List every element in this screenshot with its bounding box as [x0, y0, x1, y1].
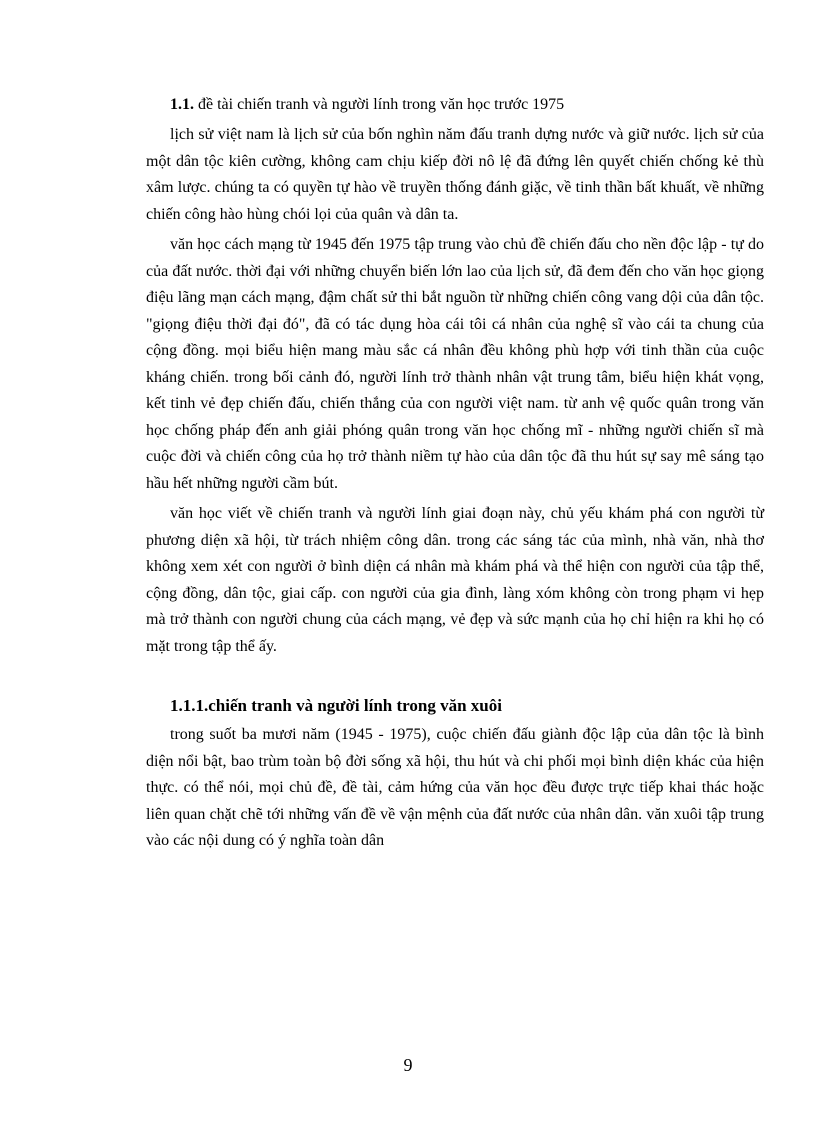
page-number: 9 [403, 1055, 413, 1075]
paragraph: văn học viết về chiến tranh và người lính giai đoạn này, chủ yếu khám phá con người từ phương diện xã hội, từ trách nhiệm công dân. trong các sáng tác của mình, nhà văn, nhà thơ không xem xét con người ở bình diện cá nhân mà khám phá và thể hiện con người của tập thể, cộng đồng, dân tộc, giai cấp. con người của gia đình, làng xóm không còn trong phạm vi hẹp mà trở thành con người chung của cách mạng, vẻ đẹp và sức mạnh của họ chỉ hiện ra khi họ có mặt trong tập thể ấy. [146, 505, 764, 655]
section-title: đề tài chiến tranh và người lính trong văn học trước 1975 [194, 96, 565, 113]
paragraph: lịch sử việt nam là lịch sử của bốn nghìn năm đấu tranh dựng nước và giữ nước. lịch sử của một dân tộc kiên cường, không cam chịu kiếp đời nô lệ đã đứng lên quyết chiến chống kẻ thù xâm lược. chúng ta có quyền tự hào về truyền thống đánh giặc, về tinh thần bất khuất, về những chiến công hào hùng chói lọi của quân và dân ta. [146, 126, 764, 223]
subsection-heading: 1.1.1.chiến tranh và người lính trong văn xuôi [170, 696, 502, 715]
section-heading [170, 93, 764, 117]
page-content [146, 93, 764, 859]
section-number: 1.1. [170, 96, 194, 113]
paragraph: trong suốt ba mươi năm (1945 - 1975), cuộc chiến đấu giành độc lập của dân tộc là bình diện nổi bật, bao trùm toàn bộ đời sống xã hội, thu hút và chi phối mọi bình diện khác của hiện thực. có thể nói, mọi chủ đề, đề tài, cảm hứng của văn học đều được trực tiếp khai thác hoặc liên quan chặt chẽ tới những vấn đề về vận mệnh của đất nước của nhân dân. văn xuôi tập trung vào các nội dung có ý nghĩa toàn dân [146, 726, 764, 849]
paragraph: văn học cách mạng từ 1945 đến 1975 tập trung vào chủ đề chiến đấu cho nền độc lập - tự do của đất nước. thời đại với những chuyển biến lớn lao của lịch sử, đã đem đến cho văn học giọng điệu lãng mạn cách mạng, đậm chất sử thi bắt nguồn từ những chiến công vang dội của dân tộc. "giọng điệu thời đại đó", đã có tác dụng hòa cái tôi cá nhân của nghệ sĩ vào cái ta chung của cộng đồng. mọi biểu hiện mang màu sắc cá nhân đều không phù hợp với tinh thần của cuộc kháng chiến. trong bối cảnh đó, người lính trở thành nhân vật trung tâm, biểu hiện khát vọng, kết tinh vẻ đẹp chiến đấu, chiến thắng của con người việt nam. từ anh vệ quốc quân trong văn học chống pháp đến anh giải phóng quân trong văn học chống mĩ - những người chiến sĩ mà cuộc đời và chiến công của họ trở thành niềm tự hào của dân tộc đã thu hút sự say mê sáng tạo hầu hết những người cầm bút. [146, 236, 764, 492]
